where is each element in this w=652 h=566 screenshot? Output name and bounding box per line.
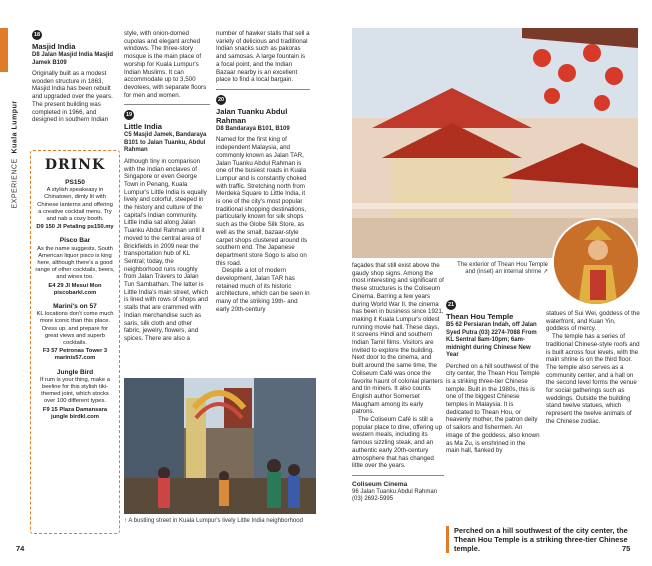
temple-caption (452, 262, 548, 276)
drink-item (31, 303, 119, 363)
thean-hou-section (446, 300, 540, 455)
entry-body-continued-2: The Coliseum Café is still a popular place to dine, offering up western meals, including its famous sizzling steak, and an authentic early 20th-century atmosphere that has changed little over the years. (352, 416, 443, 470)
caption-arrow-icon: ↗ (541, 269, 548, 276)
entry-number-badge: 18 (33, 32, 41, 38)
entry-body-continued: façades that still exist above the gaudy shop signs. Among the most interesting and significant of these structures is the Coliseum Cinema. Barring a few years during World War II, the cinema has been in business since 1921, making it Kuala Lumpur's oldest running movie hall. These days, it screens Hindi and southern Indian Tamil films. Visitors are invited to explore the building. Next door to the cinema, and built around the same time, the Coliseum Café was once the favorite haunt of colonial planters and tin miners. It also counts English author Somerset Maugham among its early patrons. (352, 262, 444, 416)
drink-item (31, 369, 119, 421)
drink-name: Marini's on 57 (53, 303, 97, 311)
drink-desc: KL locations don't come much more iconic than this place. Dress up, and prepare for great views and superb cocktails. (36, 311, 114, 347)
spine-label (12, 99, 19, 209)
coliseum-meta: 96 Jalan Tuanku Abdul Rahman (03) 2692-5995 (352, 488, 438, 503)
entry-title: Masjid India (32, 42, 76, 51)
entry-body: Although tiny in comparison with the Indian enclaves of Singapore or even George Town in Penang, Kuala Lumpur's Little India is equally lively and colorful, steeped in the history and culture of the capital's Indian community. Little India sat along Jalan Tuanku Abdul Rahman until it moved to the central area of Brickfields in 2009 near the transportation hub of KL Sentral; today, the neighborhood runs roughly from Jalan Travers to Jalan Tun Sambathan. The latter is Little India's main street, which is lined with rows of shops and stalls that are crammed with Indian merchandise such as saris, silk cloth and other fabric, jewelry, flowers, and spices. There are also a (124, 157, 209, 342)
entry-title: Thean Hou Temple (446, 312, 514, 321)
entry-number-badge: 20 (217, 96, 225, 103)
spine-section: EXPERIENCE (11, 158, 19, 209)
drink-meta: D9 150 Jl Petaling ps150.my (36, 224, 114, 231)
entry-meta: C5 Masjid Jamek, Bandaraya B101 to Jalan Tuanku, Abdul Rahman (124, 132, 207, 154)
entry-body-continued: style, with onion-domed cupolas and elegant arched windows. The three-story mosque is the main place of worship for Kuala Lumpur's Indian Muslims. It can accommodate up to 3,500 devotees, with separate floors for men and women. (124, 30, 207, 99)
drink-meta: E4 29 Jl Mesui Mon piscobarkl.com (48, 282, 102, 296)
page-number-right: 75 (622, 544, 631, 553)
entry-title: Jalan Tuanku Abdul Rahman (216, 106, 288, 125)
entry-body-continued: number of hawker stalls that sell a variety of delicious and traditional Indian snacks such as pakoras and samosas. A large fountain is a focal point, and the Indian Bazaar nearby is an excellent place to find a local bargain. (216, 30, 310, 84)
drink-meta: F3 57 Petronas Tower 3 marinis57.com (42, 348, 108, 362)
entry-meta: B5 62 Persiaran Indah, off Jalan Syed Putra (03) 2274-7088 From KL Sentral 8am-10pm; 6am-midnight during Chinese New Year (446, 322, 537, 358)
street-illustration (124, 378, 316, 514)
drink-desc: If rum is your thing, make a beeline for this stylish tiki-themed joint, which stocks over 100 different types. (40, 376, 110, 405)
column-4 (352, 262, 444, 504)
page-number-left: 74 (16, 544, 25, 553)
divider (216, 89, 310, 90)
shrine-illustration (554, 220, 640, 306)
entry-meta: D8 Bandaraya B101, B109 (216, 125, 290, 132)
entry-body: Perched on a hill southwest of the city center, the Thean Hou Temple is a striking three-tier Chinese temple. Built in the 1980s, this is one of the biggest Chinese temples in Malaysia. It is dedicated to Thean Hou, or heavenly mother, the patron deity of sailors and fishermen. An image of the goddess, also known as Ma Zu, is enshrined in the main hall, flanked by (446, 362, 540, 455)
masjid-india-section (32, 30, 120, 124)
column-2 (124, 30, 210, 343)
drink-desc: A stylish speakeasy in Chinatown, dimly lit with Chinese lanterns and offering a creative cocktail menu. Try and nab a cozy booth. (37, 187, 113, 223)
caption-text: The exterior of Thean Hou Temple and (inset) an internal shrine (457, 262, 548, 276)
pull-quote: Perched on a hill southwest of the city center, the Thean Hou Temple is a striking three-tier Chinese temple. (446, 526, 636, 553)
spine-city: Kuala Lumpur (11, 100, 19, 154)
entry-title: Little India (124, 122, 162, 132)
divider (352, 475, 444, 476)
entry-number-badge: 21 (447, 302, 455, 308)
entry-body-2: Despite a lot of modern development, Jalan TAR has retained much of its historic architecture, which can be seen in many of the striking 19th- and early 20th-century (216, 267, 310, 313)
divider (124, 104, 210, 105)
coliseum-title: Coliseum Cinema (352, 480, 408, 488)
drink-name: PS150 (65, 179, 85, 186)
drink-name: Jungle Bird (56, 368, 94, 376)
caption-text: A bustling street in Kuala Lumpur's lively Little India neighborhood (128, 518, 303, 524)
spine-accent (0, 28, 8, 72)
column-3 (216, 30, 310, 314)
drink-desc: As the name suggests, South American liquor pisco is king here, although there's a good range of other cocktails, beers, and wines too. (35, 245, 115, 281)
entry-body: Named for the first king of independent Malaysia, and commonly known as Jalan TAR, Jalan Tuanku Abdul Rahman is one of the busiest roads in Kuala Lumpur and is constantly choked with traffic. Stretching north from Merdeka Square to Little India, it is one of the city's most popular traditional shopping destinations, particularly known for silk shops such as the Globe Silk Store, as well as the small, bazaar-style carpet shops clustered around its southern end. The Japanese department store Sogo is also on this road. (216, 136, 308, 267)
drink-item (31, 179, 119, 231)
drink-item (31, 237, 119, 297)
entry-body: Originally built as a modest wooden structure in 1863, Masjid India has been rebuilt and upgraded over the years. The present building was completed in 1966, and designed in southern Indian (32, 70, 113, 124)
caption-arrow-icon: ↑ (124, 518, 129, 524)
drink-title: DRINK (44, 157, 106, 173)
entry-body-continued: statues of Sui Wei, goddess of the waterfront, and Kuan Yin, goddess of mercy. (546, 310, 640, 333)
entry-body-continued-2: The temple has a series of traditional Chinese-style roofs and is built across four levels, with the main shrine is on the third floor. The temple also serves as a community center, and a hall on the second level forms the venue for social gatherings such as weddings. Outside the building stand twelve statues, which represent the twelve animals of the Chinese zodiac. (546, 333, 640, 425)
drink-name: Pisco Bar (59, 237, 91, 245)
column-6 (546, 310, 640, 426)
drink-meta: F9 15 Plaza Damansara jungle birdkl.com (42, 406, 108, 420)
drink-sidebar (30, 150, 120, 534)
little-india-street-photo (124, 378, 316, 514)
street-caption (124, 518, 316, 525)
shrine-inset-photo (552, 218, 640, 306)
entry-number-badge: 19 (125, 112, 133, 119)
entry-meta: D8 Jalan Masjid India Masjid Jamek B109 (32, 52, 114, 66)
